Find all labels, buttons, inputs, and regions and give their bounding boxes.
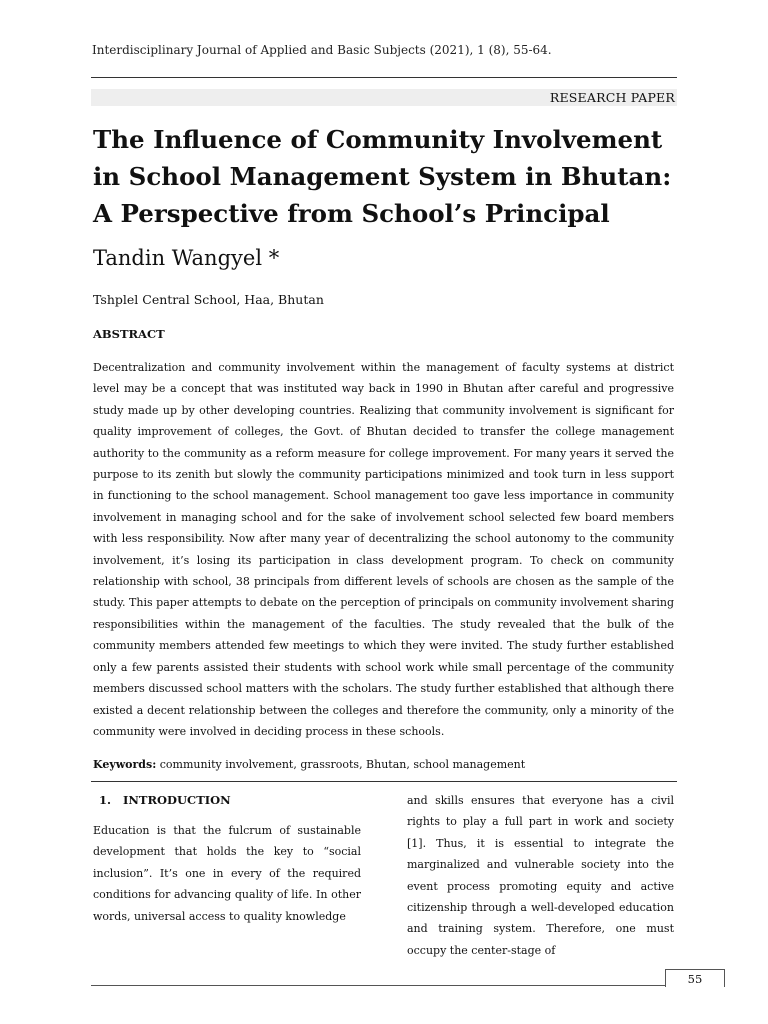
keywords-list: community involvement, grassroots, Bhutan, school management — [159, 758, 526, 771]
introduction-heading — [99, 793, 361, 807]
left-column — [93, 793, 361, 927]
section-title: INTRODUCTION — [123, 793, 231, 807]
journal-citation: Interdisciplinary Journal of Applied and Basic Subjects (2021), 1 (8), 55-64. — [92, 43, 552, 57]
section-number: 1. — [99, 793, 112, 807]
keywords-line — [93, 758, 525, 771]
introduction-left-text: Education is that the fulcrum of sustainable development that holds the key to “social inclusion”. It’s one in every of the required conditions for advancing quality of life. In other words, universal access to quality knowledge — [93, 824, 361, 923]
author-name: Tandin Wangyel * — [93, 246, 280, 270]
introduction-right-text: and skills ensures that everyone has a civil rights to play a full part in work and society [1]. Thus, it is essential to integrate the marginalized and vulnerable society into the event process promoting equity and active citizenship through a well-developed education and training system. Therefore, one must occupy the center-stage of — [407, 794, 674, 957]
header-rule — [91, 77, 677, 78]
abstract-heading: ABSTRACT — [93, 327, 165, 341]
paper-type-label: RESEARCH PAPER — [549, 90, 675, 105]
footer-rule — [91, 985, 666, 986]
section-rule — [91, 781, 677, 782]
article-title: The Influence of Community Involvement in School Management System in Bhutan: A Perspective from School’s Principal — [93, 125, 672, 228]
page-number: 55 — [665, 969, 725, 987]
abstract-text: Decentralization and community involvement within the management of faculty systems at district level may be a concept that was instituted way back in 1990 in Bhutan after careful and progressive study made up by other developing countries. Realizing that community involvement is significant for quality improvement of colleges, the Govt. of Bhutan decided to transfer the college management authority to the community as a reform measure for college improvement. For many years it served the purpose to its zenith but slowly the community participations minimized and took turn in less support in functioning to the school management. School management too gave less importance in community involvement in managing school and for the sake of involvement school selected few board members with less responsibility. Now after many year of decentralizing the school autonomy to the community involvement, it’s losing its participation in class development program. To check on community relationship with school, 38 principals from different levels of schools are chosen as the sample of the study. This paper attempts to debate on the perception of principals on community involvement sharing responsibilities within the management of the faculties. The study revealed that the bulk of the community members attended few meetings to which they were invited. The study further established only a few parents assisted their students with school work while small percentage of the community members discussed school matters with the scholars. The study further established that although there existed a decent relationship between the colleges and therefore the community, only a minority of the community were involved in deciding process in these schools. — [93, 361, 674, 738]
author-affiliation: Tshplel Central School, Haa, Bhutan — [93, 292, 324, 307]
right-column — [407, 790, 674, 961]
keywords-label: Keywords: — [93, 758, 157, 771]
